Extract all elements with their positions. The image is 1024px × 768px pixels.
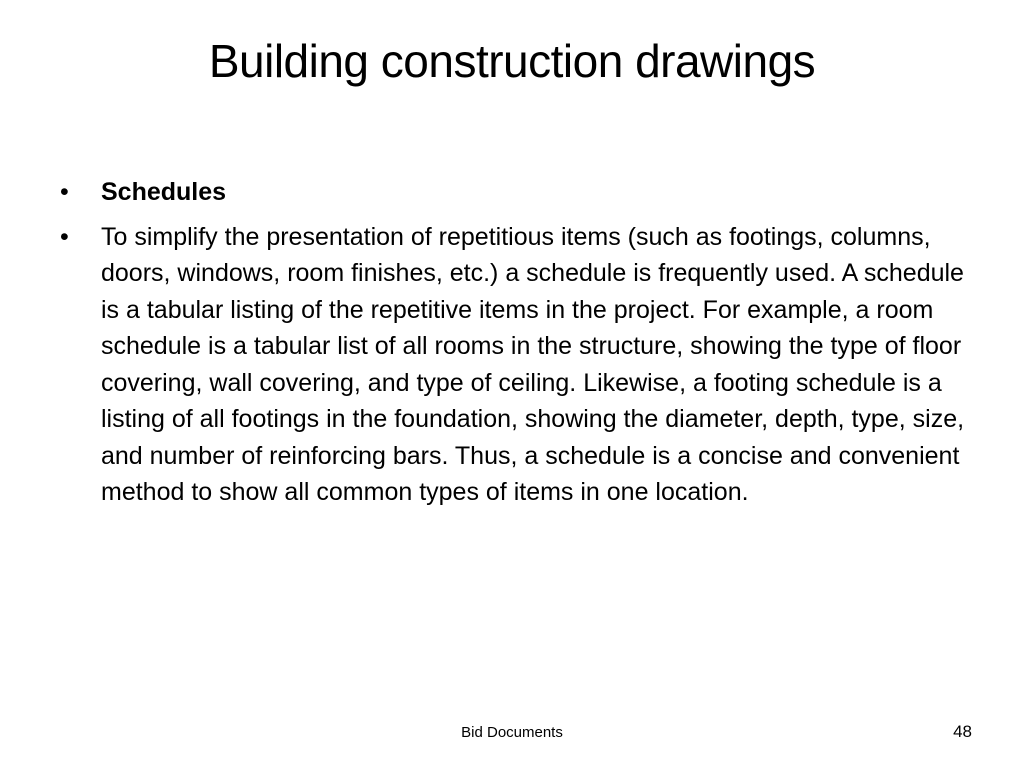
bullet-text: To simplify the presentation of repetitious items (such as footings, columns, doors, windows, room finishes, etc.) a schedule is frequently used. A schedule is a tabular listing of the repetitive items in the project. For example, a room schedule is a tabular list of all rooms in the structure, showing the type of floor covering, wall covering, and type of ceiling. Likewise, a footing schedule is a listing of all footings in the foundation, showing the diameter, depth, type, size, and number of reinforcing bars. Thus, a schedule is a concise and convenient method to show all common types of items in one location. <box>101 222 965 506</box>
bullet-list <box>51 174 973 519</box>
bullet-item-description <box>51 219 973 511</box>
bullet-marker: • <box>60 222 69 251</box>
bullet-marker: • <box>60 178 69 206</box>
footer-text: Bid Documents <box>461 724 563 741</box>
bullet-text: Schedules <box>101 178 227 206</box>
slide-number: 48 <box>953 722 972 741</box>
slide-title: Building construction drawings <box>208 35 816 87</box>
bullet-item-schedules <box>51 174 973 211</box>
